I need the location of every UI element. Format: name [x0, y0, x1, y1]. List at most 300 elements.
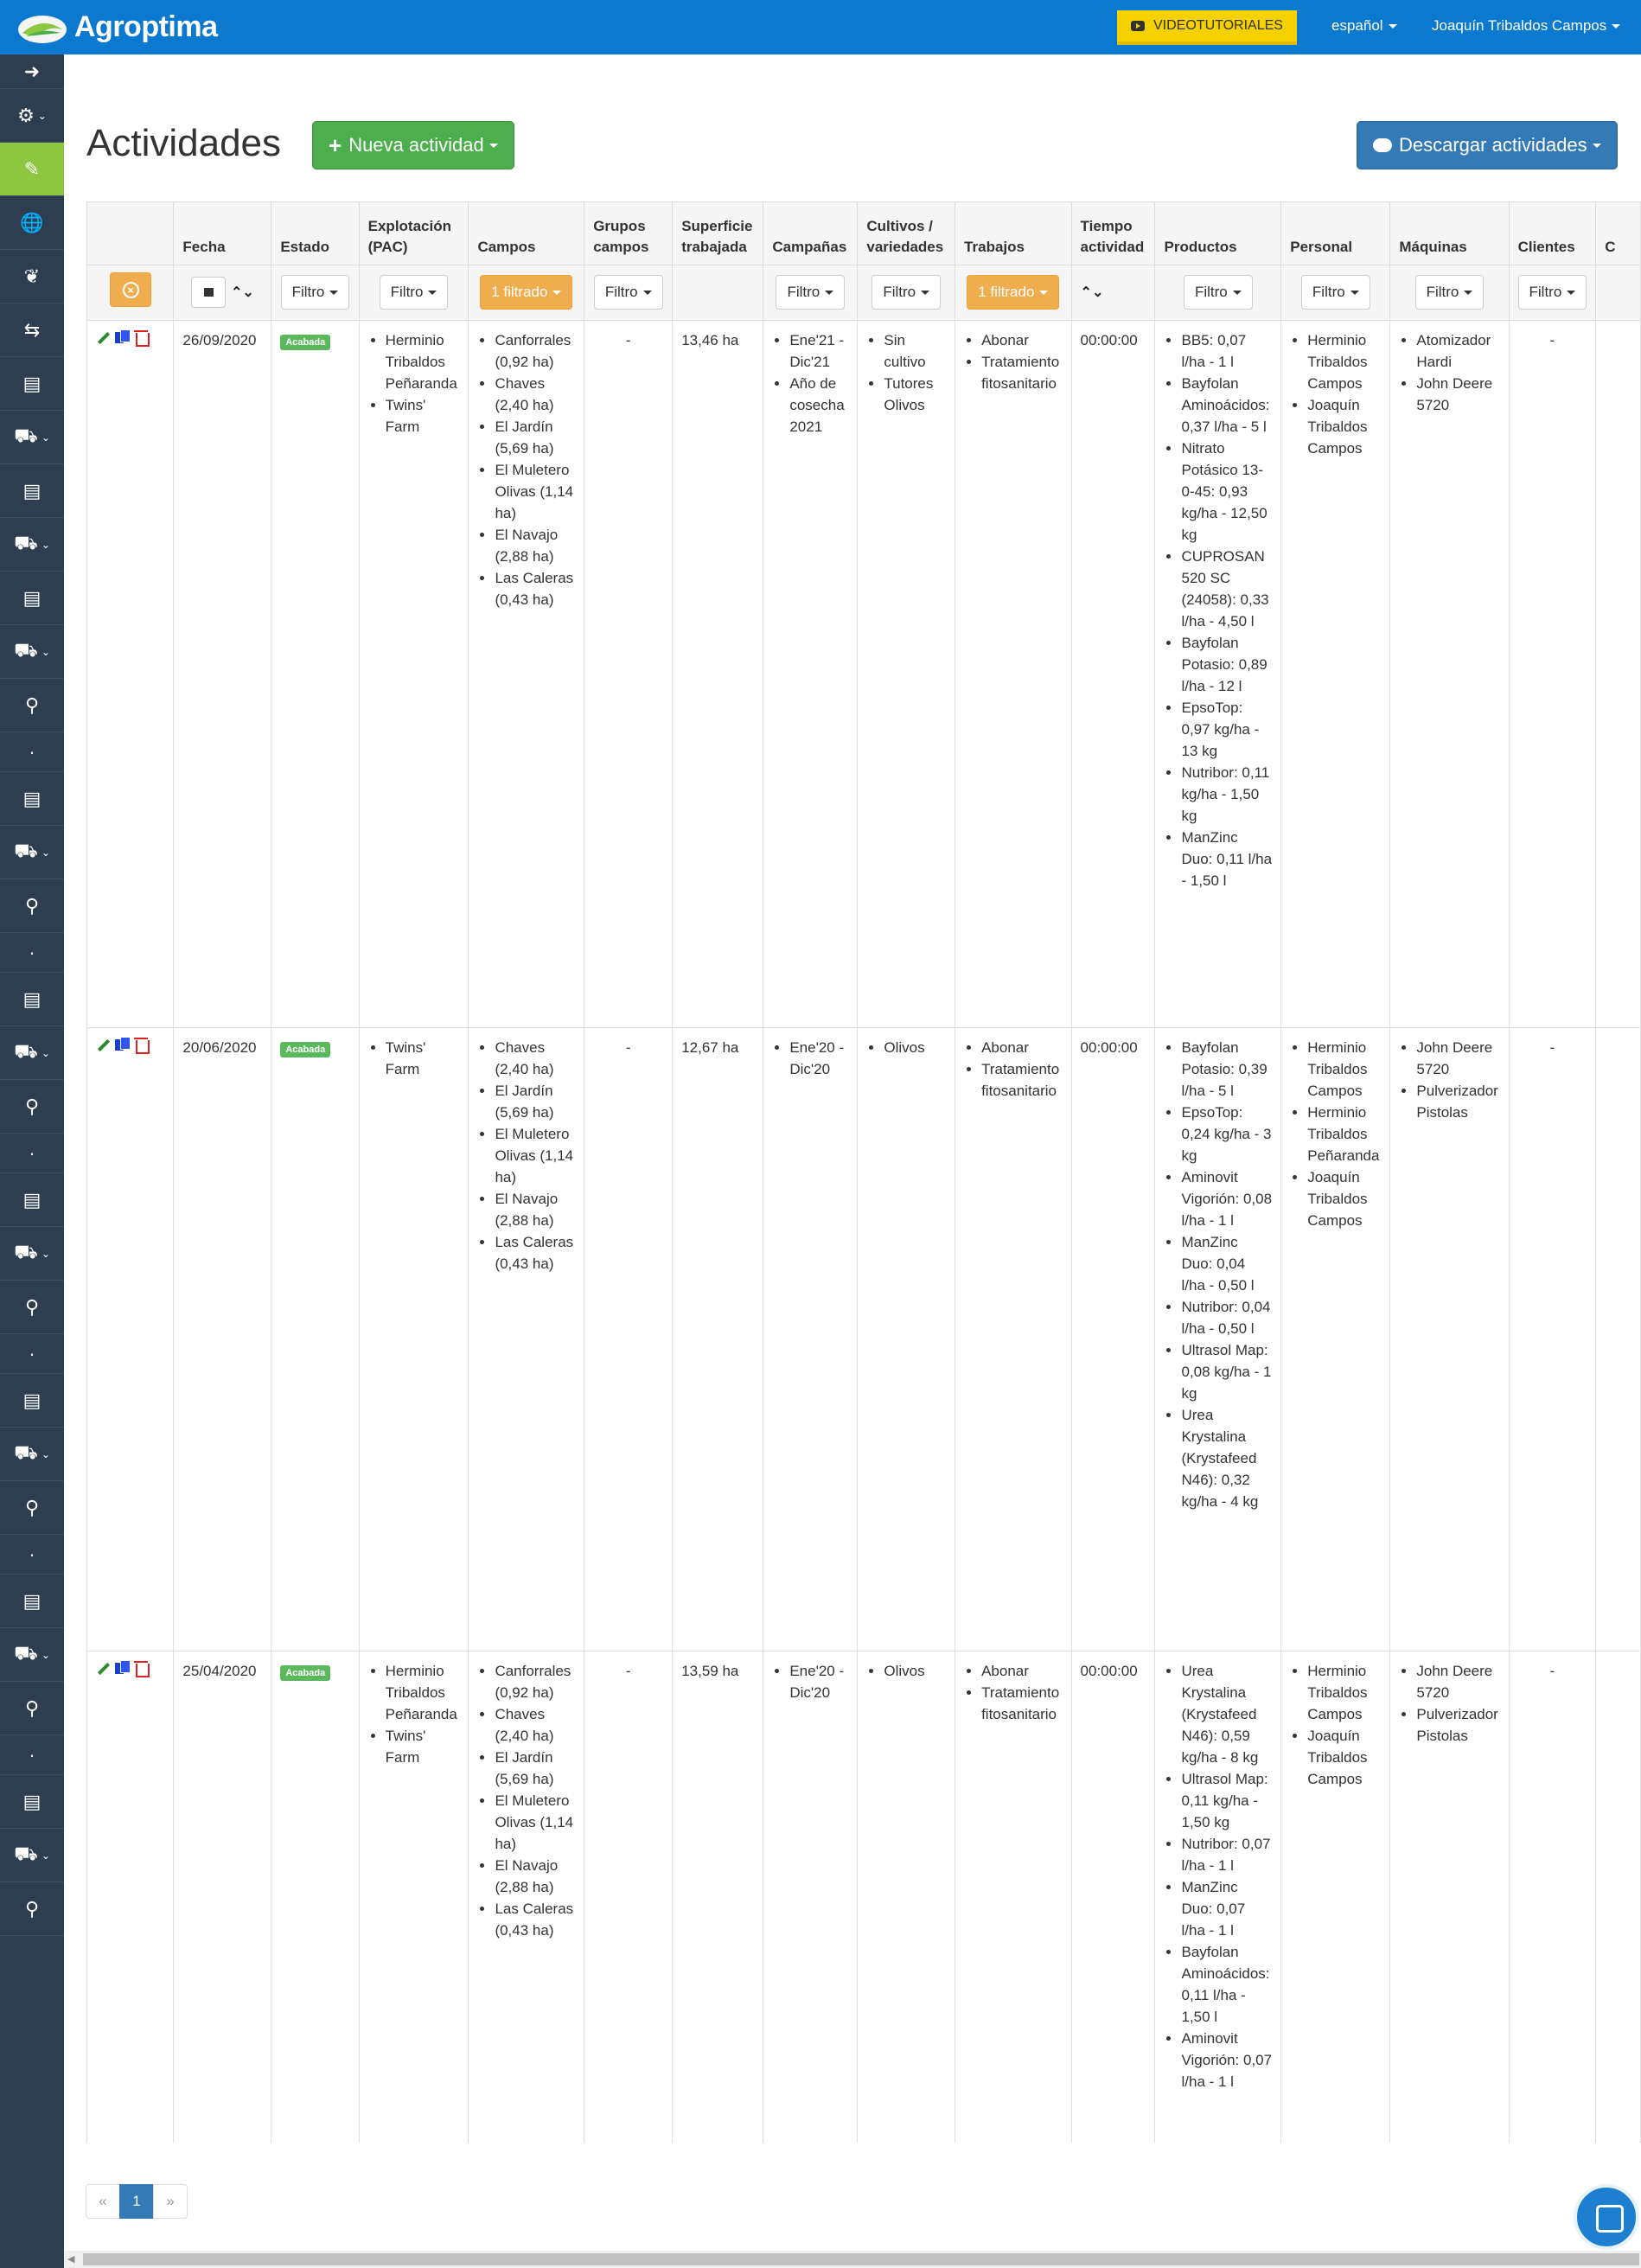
sidebar-item-18[interactable] — [0, 973, 64, 1026]
activities-table — [87, 202, 1641, 2143]
chat-support-button[interactable] — [1574, 2184, 1639, 2250]
list-item: • Abonar — [981, 329, 1062, 351]
sidebar-item-35[interactable] — [0, 1829, 64, 1882]
filter-tiempo-cell — [1071, 265, 1155, 320]
cell-grupos — [584, 1651, 673, 2143]
cell-personal — [1281, 320, 1390, 1027]
user-menu[interactable] — [1432, 17, 1620, 35]
cell-cultivos-list — [866, 329, 946, 416]
cell-productos — [1155, 1651, 1281, 2143]
sidebar-item-14[interactable] — [0, 772, 64, 826]
empty-value: - — [625, 1038, 631, 1056]
list-item: • Nutribor: 0,11 kg/ha - 1,50 kg — [1181, 762, 1272, 827]
caret-down-icon — [825, 291, 833, 295]
list-item: • Ultrasol Map: 0,11 kg/ha - 1,50 kg — [1181, 1768, 1272, 1833]
book-icon: ▤ — [22, 787, 42, 809]
sidebar-item-30[interactable] — [0, 1575, 64, 1628]
videotutorials-button[interactable] — [1117, 10, 1297, 45]
caret-down-icon — [552, 291, 561, 295]
caret-down-icon — [1464, 291, 1472, 295]
arrow-right-circle-icon: ➜ — [23, 60, 41, 82]
list-item: • Atomizador Hardi — [1416, 329, 1499, 373]
header-explotacion: Explotación (PAC) — [359, 202, 469, 265]
list-item: • Urea Krystalina (Krystafeed N46): 0,59 kg/ha - 8 kg — [1181, 1660, 1272, 1768]
list-item: • Herminio Tribaldos Peñaranda — [386, 1660, 460, 1725]
filter-personal-cell — [1281, 265, 1390, 320]
cell-next — [1596, 320, 1641, 1027]
cell-productos — [1155, 320, 1281, 1027]
cell-tiempo: 00:00:00 — [1071, 320, 1155, 1027]
caret-down-icon — [643, 291, 652, 295]
chevron-down-icon: ⌄ — [41, 645, 50, 658]
tractor-icon: ⛟ — [14, 532, 38, 553]
cell-maquinas-list — [1399, 1037, 1499, 1123]
filter-cultivos-button[interactable] — [872, 275, 941, 310]
sidebar-item-22[interactable] — [0, 1173, 64, 1227]
filter-maquinas-button[interactable] — [1415, 275, 1485, 310]
header-grupos: Grupos campos — [584, 202, 673, 265]
sidebar-item-2[interactable] — [0, 143, 64, 196]
cell-campanas — [763, 320, 858, 1027]
cell-maquinas — [1390, 1651, 1509, 2143]
cell-explotacion-list — [368, 1660, 460, 1768]
microscope-icon: ⚲ — [24, 1496, 40, 1518]
cell-explotacion — [359, 1027, 469, 1651]
cell-estado — [271, 1651, 359, 2143]
filter-campanas-button[interactable] — [776, 275, 845, 310]
cell-trabajos — [955, 320, 1071, 1027]
top-navbar — [0, 0, 1641, 54]
list-item: • Aminovit Vigorión: 0,07 l/ha - 1 l — [1181, 2028, 1272, 2092]
sidebar-item-16[interactable] — [0, 879, 64, 933]
list-item: • Urea Krystalina (Krystafeed N46): 0,32 kg/ha - 4 kg — [1181, 1404, 1272, 1512]
cell-cultivos — [858, 1651, 955, 2143]
sidebar-item-31[interactable] — [0, 1628, 64, 1682]
cell-productos-list — [1164, 1037, 1272, 1512]
filter-trabajos-cell — [955, 265, 1071, 320]
trash-icon[interactable] — [134, 1037, 148, 1052]
sidebar-item-12[interactable] — [0, 679, 64, 732]
sidebar-item-6[interactable] — [0, 357, 64, 411]
filter-campanas-cell — [763, 265, 858, 320]
cell-tiempo: 00:00:00 — [1071, 1027, 1155, 1651]
cell-campanas — [763, 1027, 858, 1651]
header-productos: Productos — [1155, 202, 1281, 265]
clear-filters-button[interactable] — [110, 272, 151, 307]
caret-down-icon — [1612, 24, 1620, 29]
caret-down-icon — [1039, 291, 1048, 295]
sidebar-item-21[interactable] — [0, 1134, 64, 1173]
book-icon: ▤ — [22, 372, 42, 394]
machinery-icon: ⛟ — [14, 840, 38, 861]
sidebar-item-15[interactable] — [0, 826, 64, 879]
chevron-down-icon: ⌄ — [41, 538, 50, 551]
list-item: • ManZinc Duo: 0,11 l/ha - 1,50 l — [1181, 827, 1272, 891]
sidebar-item-8[interactable] — [0, 464, 64, 518]
sidebar-item-19[interactable] — [0, 1026, 64, 1080]
app-logo[interactable] — [16, 10, 218, 45]
cell-trabajos — [955, 1027, 1071, 1651]
header-superficie: Superficie trabajada — [673, 202, 763, 265]
caret-down-icon — [921, 291, 929, 295]
header-campos: Campos — [469, 202, 584, 265]
cloud-download-icon — [1373, 138, 1392, 152]
cell-explotacion — [359, 320, 469, 1027]
dot-icon: · — [29, 1543, 35, 1565]
sidebar-item-1[interactable] — [0, 89, 64, 143]
youtube-icon — [1131, 21, 1145, 31]
list-item: • John Deere 5720 — [1416, 1660, 1499, 1703]
sidebar-item-36[interactable] — [0, 1882, 64, 1936]
book-icon: ▤ — [22, 586, 42, 609]
sidebar-item-20[interactable] — [0, 1080, 64, 1134]
status-badge: Acabada — [280, 335, 330, 350]
cell-campos — [469, 1651, 584, 2143]
filter-grupos-button[interactable] — [594, 275, 663, 310]
caret-down-icon — [1389, 24, 1397, 29]
list-item: • Bayfolan Aminoácidos: 0,11 l/ha - 1,50 l — [1181, 1941, 1272, 2028]
dot-icon: · — [29, 1342, 35, 1364]
cell-fecha: 25/04/2020 — [174, 1651, 271, 2143]
cell-personal-list — [1290, 1660, 1381, 1790]
cell-estado — [271, 1027, 359, 1651]
caret-down-icon — [1350, 291, 1359, 295]
trash-icon[interactable] — [134, 329, 148, 345]
dot-icon: · — [29, 1141, 35, 1164]
cell-explotacion-list — [368, 1037, 460, 1080]
list-item: • Ene'20 - Dic'20 — [789, 1037, 848, 1080]
sidebar-item-29[interactable] — [0, 1535, 64, 1575]
status-badge: Acabada — [280, 1665, 330, 1681]
chevron-down-icon: ⌄ — [41, 1447, 50, 1460]
cell-maquinas-list — [1399, 329, 1499, 416]
tractor-icon: ⛟ — [14, 425, 38, 446]
cell-productos-list — [1164, 329, 1272, 891]
list-item: • Herminio Tribaldos Campos — [1307, 1660, 1381, 1725]
list-item: • Canforrales (0,92 ha) — [495, 329, 575, 373]
list-item: • Ene'20 - Dic'20 — [789, 1660, 848, 1703]
sidebar-item-28[interactable] — [0, 1481, 64, 1535]
videotutorials-label: VIDEOTUTORIALES — [1153, 18, 1283, 33]
list-item: • John Deere 5720 — [1416, 1037, 1499, 1080]
cell-personal-list — [1290, 329, 1381, 459]
filter-label: Filtro — [1312, 284, 1345, 300]
list-item: • Bayfolan Aminoácidos: 0,37 l/ha - 5 l — [1181, 373, 1272, 438]
cell-grupos — [584, 1027, 673, 1651]
filter-explotacion-button[interactable] — [380, 275, 449, 310]
sidebar-item-25[interactable] — [0, 1334, 64, 1374]
cell-trabajos-list — [964, 1037, 1062, 1102]
language-label: español — [1331, 17, 1383, 34]
gear-icon: ⚙ — [17, 104, 35, 126]
caret-down-icon — [428, 291, 437, 295]
cell-superficie: 12,67 ha — [673, 1027, 763, 1651]
filter-clientes-button[interactable] — [1518, 275, 1587, 310]
list-item: • Nutribor: 0,07 l/ha - 1 l — [1181, 1833, 1272, 1876]
caret-down-icon — [1593, 144, 1601, 148]
cell-explotacion-list — [368, 329, 460, 438]
filter-label: Filtro — [291, 284, 325, 300]
cell-campos-list — [477, 329, 575, 610]
filter-explotacion-cell — [359, 265, 469, 320]
sidebar-item-4[interactable] — [0, 250, 64, 303]
dot-icon: · — [29, 941, 35, 963]
list-item: • Chaves (2,40 ha) — [495, 1703, 575, 1747]
list-item: • CUPROSAN 520 SC (24058): 0,33 l/ha - 4,50 l — [1181, 546, 1272, 632]
empty-value: - — [625, 1662, 631, 1679]
list-item: • El Jardín (5,69 ha) — [495, 416, 575, 459]
header-campanas: Campañas — [763, 202, 858, 265]
cell-fecha: 26/09/2020 — [174, 320, 271, 1027]
copy-icon[interactable] — [115, 1037, 129, 1052]
filter-trabajos-button[interactable] — [967, 275, 1059, 310]
sidebar-item-32[interactable] — [0, 1682, 64, 1735]
edit-icon[interactable] — [96, 1037, 110, 1052]
edit-icon[interactable] — [96, 1660, 110, 1676]
app-name: Agroptima — [74, 10, 218, 43]
empty-value: - — [1549, 1038, 1555, 1056]
book-icon: ▤ — [22, 987, 42, 1010]
chevron-down-icon: ⌄ — [41, 1046, 50, 1059]
list-item: • El Navajo (2,88 ha) — [495, 524, 575, 567]
cell-next — [1596, 1027, 1641, 1651]
book-icon: ▤ — [22, 1188, 42, 1211]
cell-trabajos — [955, 1651, 1071, 2143]
list-item: • Año de cosecha 2021 — [789, 373, 848, 438]
download-activities-label: Descargar actividades — [1399, 134, 1587, 156]
list-item: • El Jardín (5,69 ha) — [495, 1080, 575, 1123]
table-row[interactable] — [87, 1027, 1641, 1651]
trash-icon[interactable] — [134, 1660, 148, 1676]
cell-maquinas-list — [1399, 1660, 1499, 1747]
new-activity-label: Nueva actividad — [348, 134, 484, 156]
list-item: • Ene'21 - Dic'21 — [789, 329, 848, 373]
sidebar-item-7[interactable] — [0, 411, 64, 464]
scrollbar-thumb[interactable] — [83, 2253, 1639, 2265]
pagination-prev[interactable]: « — [86, 2184, 120, 2219]
cell-superficie: 13,59 ha — [673, 1651, 763, 2143]
scroll-left-icon[interactable]: ◀ — [67, 2254, 75, 2265]
list-item: • Herminio Tribaldos Campos — [1307, 1037, 1381, 1102]
sort-icon[interactable]: ⌃⌄ — [1080, 285, 1104, 300]
copy-icon[interactable] — [115, 1660, 129, 1676]
machinery-icon: ⛟ — [14, 1642, 38, 1664]
empty-value: - — [625, 331, 631, 348]
cell-tiempo: 00:00:00 — [1071, 1651, 1155, 2143]
header-clientes: Clientes — [1509, 202, 1596, 265]
list-item: • Twins' Farm — [386, 394, 460, 438]
list-item: • Abonar — [981, 1660, 1062, 1682]
cell-next — [1596, 1651, 1641, 2143]
filter-row — [87, 265, 1641, 320]
empty-value: - — [1549, 331, 1555, 348]
filter-personal-button[interactable] — [1301, 275, 1370, 310]
main-content — [64, 54, 1641, 2268]
cell-campanas — [763, 1651, 858, 2143]
cell-maquinas — [1390, 1027, 1509, 1651]
cell-clientes — [1509, 1651, 1596, 2143]
list-item: • John Deere 5720 — [1416, 373, 1499, 416]
list-item: • Canforrales (0,92 ha) — [495, 1660, 575, 1703]
chevron-down-icon: ⌄ — [41, 1648, 50, 1661]
new-activity-button[interactable] — [312, 121, 514, 169]
cell-personal-list — [1290, 1037, 1381, 1231]
row-actions — [87, 1027, 174, 1651]
cell-cultivos — [858, 1027, 955, 1651]
sidebar-item-27[interactable] — [0, 1428, 64, 1481]
sidebar-item-0[interactable] — [0, 54, 64, 89]
row-actions — [87, 320, 174, 1027]
list-item: • Bayfolan Potasio: 0,39 l/ha - 5 l — [1181, 1037, 1272, 1102]
machinery-icon: ⛟ — [14, 639, 38, 661]
sort-icon[interactable]: ⌃⌄ — [230, 284, 254, 300]
list-item: • EpsoTop: 0,24 kg/ha - 3 kg — [1181, 1102, 1272, 1166]
cell-clientes — [1509, 1027, 1596, 1651]
sidebar-item-33[interactable] — [0, 1735, 64, 1775]
cell-personal — [1281, 1027, 1390, 1651]
list-item: • Nitrato Potásico 13-0-45: 0,93 kg/ha - 12,50 kg — [1181, 438, 1272, 546]
chevron-down-icon: ⌄ — [41, 1247, 50, 1260]
copy-icon[interactable] — [115, 329, 129, 345]
caret-down-icon — [1233, 291, 1242, 295]
book-icon: ▤ — [22, 1589, 42, 1612]
chevron-down-icon: ⌄ — [37, 109, 47, 122]
list-item: • Twins' Farm — [386, 1037, 460, 1080]
filter-productos-cell — [1155, 265, 1281, 320]
table-row[interactable] — [87, 1651, 1641, 2143]
filter-productos-button[interactable] — [1184, 275, 1253, 310]
list-item: • Joaquín Tribaldos Campos — [1307, 1725, 1381, 1790]
header-estado: Estado — [271, 202, 359, 265]
chevron-down-icon: ⌄ — [41, 1849, 50, 1862]
cell-campos-list — [477, 1660, 575, 1941]
machinery-icon: ⛟ — [14, 1241, 38, 1262]
filter-label: Filtro — [787, 284, 820, 300]
pagination-page-current[interactable]: 1 — [119, 2184, 154, 2219]
list-item: • Tratamiento fitosanitario — [981, 1058, 1062, 1102]
filter-clientes-cell — [1509, 265, 1596, 320]
list-item: • Las Caleras (0,43 ha) — [495, 1898, 575, 1941]
list-item: • Olivos — [884, 1037, 946, 1058]
header-tiempo: Tiempo actividad — [1071, 202, 1155, 265]
dot-icon: · — [29, 1743, 35, 1766]
filter-estado-button[interactable] — [281, 275, 350, 310]
list-item: • Herminio Tribaldos Peñaranda — [1307, 1102, 1381, 1166]
microscope-icon: ⚲ — [24, 1897, 40, 1920]
table-row[interactable] — [87, 320, 1641, 1027]
sidebar-item-10[interactable] — [0, 572, 64, 625]
close-circle-icon: × — [123, 282, 139, 298]
list-item: • EpsoTop: 0,97 kg/ha - 13 kg — [1181, 697, 1272, 762]
edit-activity-icon: ✎ — [23, 157, 41, 180]
microscope-icon: ⚲ — [24, 693, 40, 716]
cell-campos — [469, 320, 584, 1027]
sidebar-item-9[interactable] — [0, 518, 64, 572]
list-item: • Las Caleras (0,43 ha) — [495, 1231, 575, 1275]
header-next: C — [1596, 202, 1641, 265]
sidebar-item-34[interactable] — [0, 1775, 64, 1829]
filter-label: Filtro — [1426, 284, 1459, 300]
cell-trabajos-list — [964, 329, 1062, 394]
list-item: • El Muletero Olivas (1,14 ha) — [495, 1123, 575, 1188]
cell-cultivos-list — [866, 1660, 946, 1682]
row-actions — [87, 1651, 174, 2143]
globe-icon: 🌐 — [20, 211, 44, 233]
caret-down-icon — [489, 144, 498, 148]
sidebar-item-11[interactable] — [0, 625, 64, 679]
filter-label: Filtro — [883, 284, 916, 300]
cell-campos-list — [477, 1037, 575, 1275]
filter-campos-cell — [469, 265, 584, 320]
filter-campos-button[interactable] — [480, 275, 572, 310]
book-icon: ▤ — [22, 479, 42, 502]
dot-icon: · — [29, 740, 35, 763]
microscope-icon: ⚲ — [24, 1696, 40, 1719]
horizontal-scrollbar[interactable] — [64, 2251, 1641, 2268]
list-item: • El Navajo (2,88 ha) — [495, 1855, 575, 1898]
list-item: • Olivos — [884, 1660, 946, 1682]
machinery-icon: ⛟ — [14, 1441, 38, 1463]
filter-cultivos-cell — [858, 265, 955, 320]
chevron-down-icon: ⌄ — [41, 846, 50, 859]
sidebar-item-24[interactable] — [0, 1281, 64, 1334]
machinery-icon: ⛟ — [14, 1040, 38, 1062]
sidebar-item-17[interactable] — [0, 933, 64, 973]
filter-label: Filtro — [604, 284, 638, 300]
cell-fecha: 20/06/2020 — [174, 1027, 271, 1651]
filter-fecha-cell — [174, 265, 271, 320]
cell-productos-list — [1164, 1660, 1272, 2092]
pagination-next[interactable]: » — [153, 2184, 188, 2219]
list-item: • ManZinc Duo: 0,07 l/ha - 1 l — [1181, 1876, 1272, 1941]
list-item: • Herminio Tribaldos Campos — [1307, 329, 1381, 394]
caret-down-icon — [329, 291, 338, 295]
filter-label: 1 filtrado — [978, 284, 1035, 300]
cell-cultivos — [858, 320, 955, 1027]
list-item: • Abonar — [981, 1037, 1062, 1058]
cell-clientes — [1509, 320, 1596, 1027]
list-item: • Chaves (2,40 ha) — [495, 1037, 575, 1080]
list-item: • Chaves (2,40 ha) — [495, 373, 575, 416]
cell-campanas-list — [772, 1037, 848, 1080]
edit-icon[interactable] — [96, 329, 110, 345]
cell-trabajos-list — [964, 1660, 1062, 1725]
list-item: • Tratamiento fitosanitario — [981, 351, 1062, 394]
list-item: • Pulverizador Pistolas — [1416, 1080, 1499, 1123]
activities-table-container[interactable] — [86, 201, 1641, 2143]
user-name: Joaquín Tribaldos Campos — [1432, 17, 1607, 34]
list-item: • ManZinc Duo: 0,04 l/ha - 0,50 l — [1181, 1231, 1272, 1296]
sidebar-item-5[interactable] — [0, 303, 64, 357]
plus-icon: + — [329, 131, 342, 158]
list-item: • BB5: 0,07 l/ha - 1 l — [1181, 329, 1272, 373]
microscope-icon: ⚲ — [24, 1095, 40, 1117]
book-icon: ▤ — [22, 1389, 42, 1411]
sidebar-item-23[interactable] — [0, 1227, 64, 1281]
cell-personal — [1281, 1651, 1390, 2143]
filter-grupos-cell — [584, 265, 673, 320]
sidebar-item-26[interactable] — [0, 1374, 64, 1428]
calendar-icon[interactable] — [191, 277, 226, 308]
language-dropdown[interactable] — [1331, 17, 1397, 35]
filter-label: Filtro — [390, 284, 424, 300]
logo-icon — [16, 10, 69, 45]
list-item: • Aminovit Vigorión: 0,08 l/ha - 1 l — [1181, 1166, 1272, 1231]
list-item: • El Navajo (2,88 ha) — [495, 1188, 575, 1231]
sidebar-item-3[interactable] — [0, 196, 64, 250]
sidebar-item-13[interactable] — [0, 732, 64, 772]
download-activities-button[interactable] — [1357, 121, 1618, 169]
